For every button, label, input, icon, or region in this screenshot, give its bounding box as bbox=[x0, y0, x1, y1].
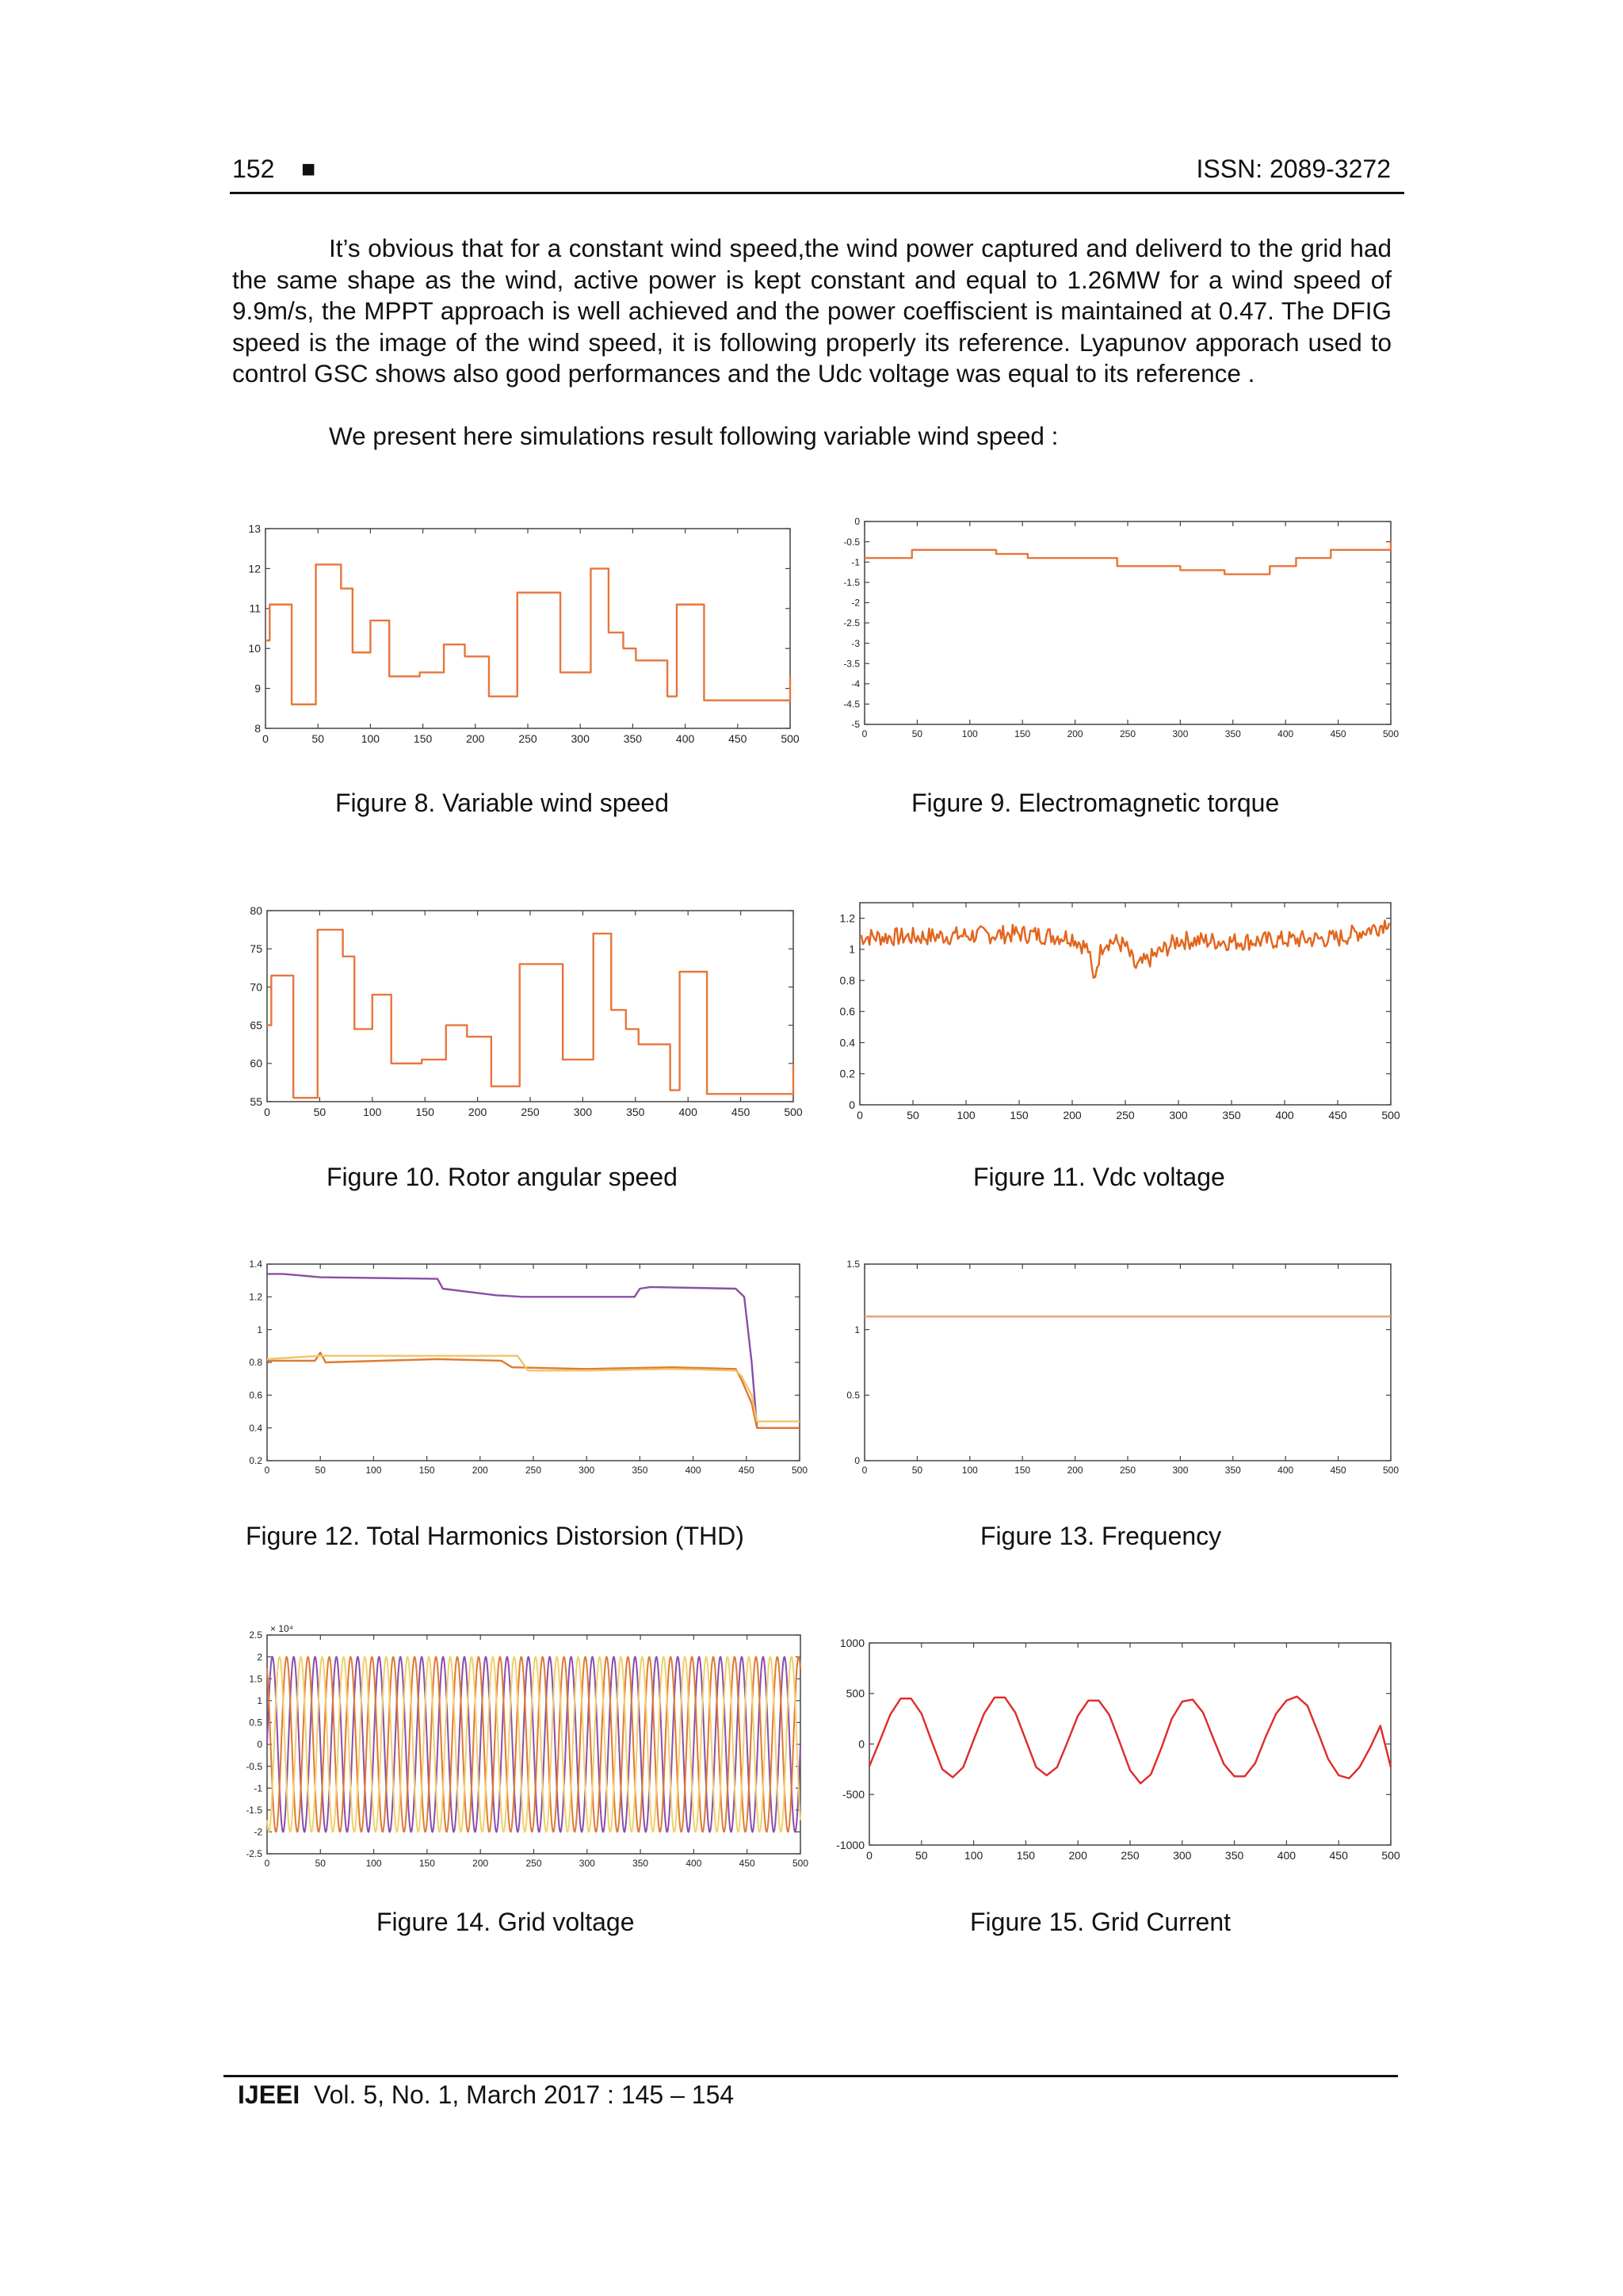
x-tick-label: 150 bbox=[1016, 1849, 1036, 1862]
x-tick-label: 100 bbox=[961, 1465, 978, 1476]
x-tick-label: 50 bbox=[311, 732, 324, 745]
y-tick-label: 0 bbox=[854, 516, 860, 528]
x-tick-label: 450 bbox=[1330, 728, 1346, 739]
x-tick-label: 50 bbox=[915, 1849, 928, 1862]
x-tick-label: 200 bbox=[472, 1858, 489, 1869]
figure-8-chart bbox=[222, 515, 808, 761]
page-number: 152 bbox=[232, 155, 275, 183]
y-tick-label: 9 bbox=[254, 682, 261, 695]
x-tick-label: 350 bbox=[1224, 1465, 1241, 1476]
figure-12-caption: Figure 12. Total Harmonics Distorsion (THD) bbox=[246, 1522, 744, 1550]
y-tick-label: 1 bbox=[257, 1695, 262, 1706]
x-tick-label: 400 bbox=[675, 732, 695, 745]
y-tick-label: 8 bbox=[254, 721, 261, 735]
y-tick-label: -4.5 bbox=[843, 698, 860, 710]
footer-rule bbox=[223, 2075, 1398, 2077]
x-tick-label: 0 bbox=[861, 1465, 868, 1476]
y-multiplier-label: × 10⁴ bbox=[270, 1623, 293, 1634]
x-tick-label: 0 bbox=[264, 1465, 270, 1476]
x-tick-label: 200 bbox=[1067, 1465, 1083, 1476]
y-tick-label: 60 bbox=[250, 1056, 262, 1070]
footer bbox=[238, 2080, 734, 2110]
x-tick-label: 300 bbox=[1172, 728, 1189, 739]
x-tick-label: 250 bbox=[1116, 1109, 1135, 1121]
y-tick-label: 2.5 bbox=[249, 1629, 262, 1641]
y-tick-label: 70 bbox=[250, 980, 262, 994]
x-tick-label: 0 bbox=[857, 1109, 863, 1121]
y-tick-label: -1 bbox=[851, 556, 860, 568]
x-tick-label: 500 bbox=[791, 1465, 808, 1476]
x-tick-label: 400 bbox=[1277, 728, 1294, 739]
x-tick-label: 350 bbox=[623, 732, 643, 745]
y-tick-label: 1.4 bbox=[249, 1259, 262, 1270]
header-rule bbox=[230, 192, 1404, 194]
x-tick-label: 400 bbox=[685, 1465, 701, 1476]
figure-9-chart bbox=[824, 507, 1426, 753]
x-tick-label: 300 bbox=[579, 1465, 595, 1476]
x-tick-label: 300 bbox=[573, 1106, 593, 1118]
figure-10-caption: Figure 10. Rotor angular speed bbox=[327, 1163, 678, 1191]
y-tick-label: 1 bbox=[257, 1324, 262, 1335]
y-tick-label: -4 bbox=[851, 678, 860, 690]
y-tick-label: -1 bbox=[254, 1782, 262, 1794]
y-tick-label: 0.5 bbox=[249, 1717, 262, 1729]
y-tick-label: 1 bbox=[854, 1324, 860, 1335]
x-tick-label: 400 bbox=[685, 1858, 702, 1869]
figure-10-chart bbox=[222, 896, 808, 1141]
x-tick-label: 350 bbox=[632, 1465, 648, 1476]
y-tick-label: 2 bbox=[257, 1651, 262, 1663]
x-tick-label: 300 bbox=[579, 1858, 595, 1869]
y-tick-label: 12 bbox=[248, 562, 261, 575]
x-tick-label: 350 bbox=[632, 1858, 649, 1869]
figure-11-caption: Figure 11. Vdc voltage bbox=[973, 1163, 1225, 1191]
plot-frame bbox=[267, 911, 793, 1102]
y-tick-label: 0.4 bbox=[839, 1036, 855, 1049]
figure-15-caption: Figure 15. Grid Current bbox=[970, 1908, 1232, 1936]
figure-8-caption: Figure 8. Variable wind speed bbox=[335, 789, 669, 817]
y-tick-label: -2.5 bbox=[246, 1848, 262, 1860]
x-tick-label: 200 bbox=[1068, 1849, 1087, 1862]
x-tick-label: 300 bbox=[1173, 1849, 1192, 1862]
x-tick-label: 400 bbox=[678, 1106, 697, 1118]
y-tick-label: 65 bbox=[250, 1018, 262, 1032]
y-tick-label: -500 bbox=[842, 1788, 865, 1801]
figure-12-chart bbox=[222, 1252, 824, 1490]
x-tick-label: 0 bbox=[262, 732, 269, 745]
y-tick-label: 0.2 bbox=[839, 1067, 855, 1080]
figure-13-chart bbox=[824, 1252, 1426, 1490]
y-tick-label: 0.5 bbox=[846, 1389, 860, 1401]
y-tick-label: 0.6 bbox=[249, 1389, 262, 1401]
y-tick-label: 11 bbox=[249, 602, 261, 615]
x-tick-label: 250 bbox=[525, 1858, 542, 1869]
x-tick-label: 500 bbox=[1381, 1849, 1400, 1862]
x-tick-label: 350 bbox=[1224, 728, 1241, 739]
x-tick-label: 150 bbox=[418, 1465, 435, 1476]
x-tick-label: 500 bbox=[784, 1106, 803, 1118]
y-tick-label: 13 bbox=[248, 521, 261, 535]
x-tick-label: 450 bbox=[731, 1106, 750, 1118]
issn: ISSN: 2089-3272 bbox=[1196, 155, 1391, 183]
x-tick-label: 100 bbox=[961, 728, 978, 739]
y-tick-label: -1.5 bbox=[246, 1805, 262, 1816]
x-tick-label: 50 bbox=[907, 1109, 919, 1121]
y-tick-label: 0.2 bbox=[249, 1455, 262, 1467]
figure-14-chart bbox=[222, 1617, 824, 1878]
figure-15-chart bbox=[816, 1625, 1426, 1878]
x-tick-label: 450 bbox=[739, 1858, 755, 1869]
y-tick-label: 1 bbox=[849, 942, 855, 956]
plot-frame bbox=[265, 529, 790, 728]
x-tick-label: 400 bbox=[1277, 1849, 1296, 1862]
x-tick-label: 250 bbox=[518, 732, 537, 745]
y-tick-label: -1.5 bbox=[843, 577, 860, 588]
x-tick-label: 200 bbox=[472, 1465, 488, 1476]
x-tick-label: 250 bbox=[1119, 1465, 1136, 1476]
x-tick-label: 150 bbox=[1014, 728, 1031, 739]
x-tick-label: 350 bbox=[1224, 1849, 1244, 1862]
x-tick-label: 100 bbox=[361, 732, 380, 745]
figure-11-chart bbox=[816, 888, 1426, 1141]
x-tick-label: 500 bbox=[1382, 1465, 1400, 1476]
x-tick-label: 0 bbox=[866, 1849, 873, 1862]
y-tick-label: 0 bbox=[257, 1739, 262, 1751]
body-paragraph: We present here simulations result following variable wind speed : bbox=[329, 422, 1059, 450]
x-tick-label: 100 bbox=[957, 1109, 976, 1121]
y-tick-label: 0 bbox=[854, 1455, 860, 1467]
y-tick-label: 75 bbox=[250, 942, 262, 956]
x-tick-label: 450 bbox=[728, 732, 747, 745]
x-tick-label: 400 bbox=[1277, 1465, 1294, 1476]
x-tick-label: 200 bbox=[468, 1106, 487, 1118]
y-tick-label: -3.5 bbox=[843, 658, 860, 670]
citation: Vol. 5, No. 1, March 2017 : 145 – 154 bbox=[314, 2080, 735, 2109]
y-tick-label: 0 bbox=[858, 1737, 865, 1751]
x-tick-label: 50 bbox=[313, 1106, 327, 1118]
x-tick-label: 450 bbox=[738, 1465, 754, 1476]
x-tick-label: 50 bbox=[315, 1858, 326, 1869]
x-tick-label: 250 bbox=[525, 1465, 542, 1476]
x-tick-label: 100 bbox=[365, 1858, 382, 1869]
x-tick-label: 150 bbox=[415, 1106, 434, 1118]
x-tick-label: 100 bbox=[363, 1106, 382, 1118]
x-tick-label: 250 bbox=[1119, 728, 1136, 739]
y-tick-label: -2 bbox=[851, 597, 860, 609]
x-tick-label: 100 bbox=[964, 1849, 983, 1862]
journal-name: IJEEI bbox=[238, 2080, 300, 2109]
x-tick-label: 0 bbox=[861, 728, 868, 739]
figure-14-caption: Figure 14. Grid voltage bbox=[376, 1908, 635, 1936]
header-bullet: ■ bbox=[301, 156, 316, 182]
figure-13-caption: Figure 13. Frequency bbox=[980, 1522, 1222, 1550]
x-tick-label: 300 bbox=[1172, 1465, 1189, 1476]
x-tick-label: 500 bbox=[781, 732, 800, 745]
y-tick-label: 1.5 bbox=[846, 1259, 860, 1270]
x-tick-label: 450 bbox=[1328, 1109, 1347, 1121]
y-tick-label: 1.2 bbox=[249, 1291, 262, 1303]
y-tick-label: -2 bbox=[254, 1826, 262, 1838]
y-tick-label: 1000 bbox=[839, 1636, 865, 1649]
plot-frame bbox=[865, 1264, 1391, 1461]
y-tick-label: -2.5 bbox=[843, 617, 860, 629]
y-tick-label: 0.4 bbox=[249, 1422, 262, 1434]
y-tick-label: 0.6 bbox=[839, 1005, 855, 1018]
y-tick-label: -0.5 bbox=[843, 536, 860, 548]
y-tick-label: -3 bbox=[851, 637, 860, 649]
y-tick-label: 0 bbox=[849, 1098, 855, 1111]
plot-frame bbox=[869, 1643, 1391, 1845]
x-tick-label: 200 bbox=[1063, 1109, 1082, 1121]
y-tick-label: 55 bbox=[250, 1095, 262, 1108]
y-tick-label: -0.5 bbox=[246, 1760, 262, 1772]
figure-9-caption: Figure 9. Electromagnetic torque bbox=[911, 789, 1280, 817]
x-tick-label: 500 bbox=[792, 1858, 809, 1869]
x-tick-label: 150 bbox=[413, 732, 433, 745]
y-tick-label: 0.8 bbox=[249, 1357, 262, 1369]
y-tick-label: 500 bbox=[846, 1687, 865, 1700]
y-tick-label: -1000 bbox=[836, 1838, 865, 1851]
y-tick-label: 0.8 bbox=[839, 973, 855, 987]
x-tick-label: 300 bbox=[1169, 1109, 1188, 1121]
x-tick-label: 300 bbox=[571, 732, 590, 745]
x-tick-label: 200 bbox=[466, 732, 485, 745]
y-tick-label: 10 bbox=[248, 642, 261, 655]
x-tick-label: 50 bbox=[315, 1465, 326, 1476]
x-tick-label: 450 bbox=[1330, 1465, 1346, 1476]
x-tick-label: 100 bbox=[365, 1465, 382, 1476]
x-tick-label: 200 bbox=[1067, 728, 1083, 739]
y-tick-label: 80 bbox=[250, 904, 262, 917]
x-tick-label: 250 bbox=[1121, 1849, 1140, 1862]
x-tick-label: 0 bbox=[264, 1106, 270, 1118]
y-tick-label: 1.2 bbox=[839, 911, 855, 925]
x-tick-label: 500 bbox=[1381, 1109, 1400, 1121]
x-tick-label: 350 bbox=[626, 1106, 645, 1118]
y-tick-label: 1.5 bbox=[249, 1673, 262, 1685]
x-tick-label: 400 bbox=[1275, 1109, 1294, 1121]
x-tick-label: 500 bbox=[1382, 728, 1400, 739]
x-tick-label: 0 bbox=[264, 1858, 270, 1869]
x-tick-label: 150 bbox=[418, 1858, 435, 1869]
x-tick-label: 350 bbox=[1222, 1109, 1241, 1121]
x-tick-label: 50 bbox=[911, 728, 923, 739]
x-tick-label: 450 bbox=[1329, 1849, 1348, 1862]
x-tick-label: 250 bbox=[521, 1106, 540, 1118]
x-tick-label: 150 bbox=[1010, 1109, 1029, 1121]
x-tick-label: 150 bbox=[1014, 1465, 1031, 1476]
x-tick-label: 50 bbox=[911, 1465, 923, 1476]
plot-frame bbox=[865, 521, 1391, 724]
body-paragraph: It’s obvious that for a constant wind speed,the wind power captured and deliverd to the grid had the same shape as the wind, active power is kept constant and equal to 1.26MW for a wind speed of 9.9m/s, the MPPT approach is well achieved and the power coeffiscient is maintained at 0.47. The DFIG speed is the image of the wind speed, it is following properly its reference. Lyapunov apporach used to control GSC shows also good performances and the Udc voltage was equal to its reference . bbox=[232, 234, 1392, 388]
y-tick-label: -5 bbox=[851, 719, 860, 731]
